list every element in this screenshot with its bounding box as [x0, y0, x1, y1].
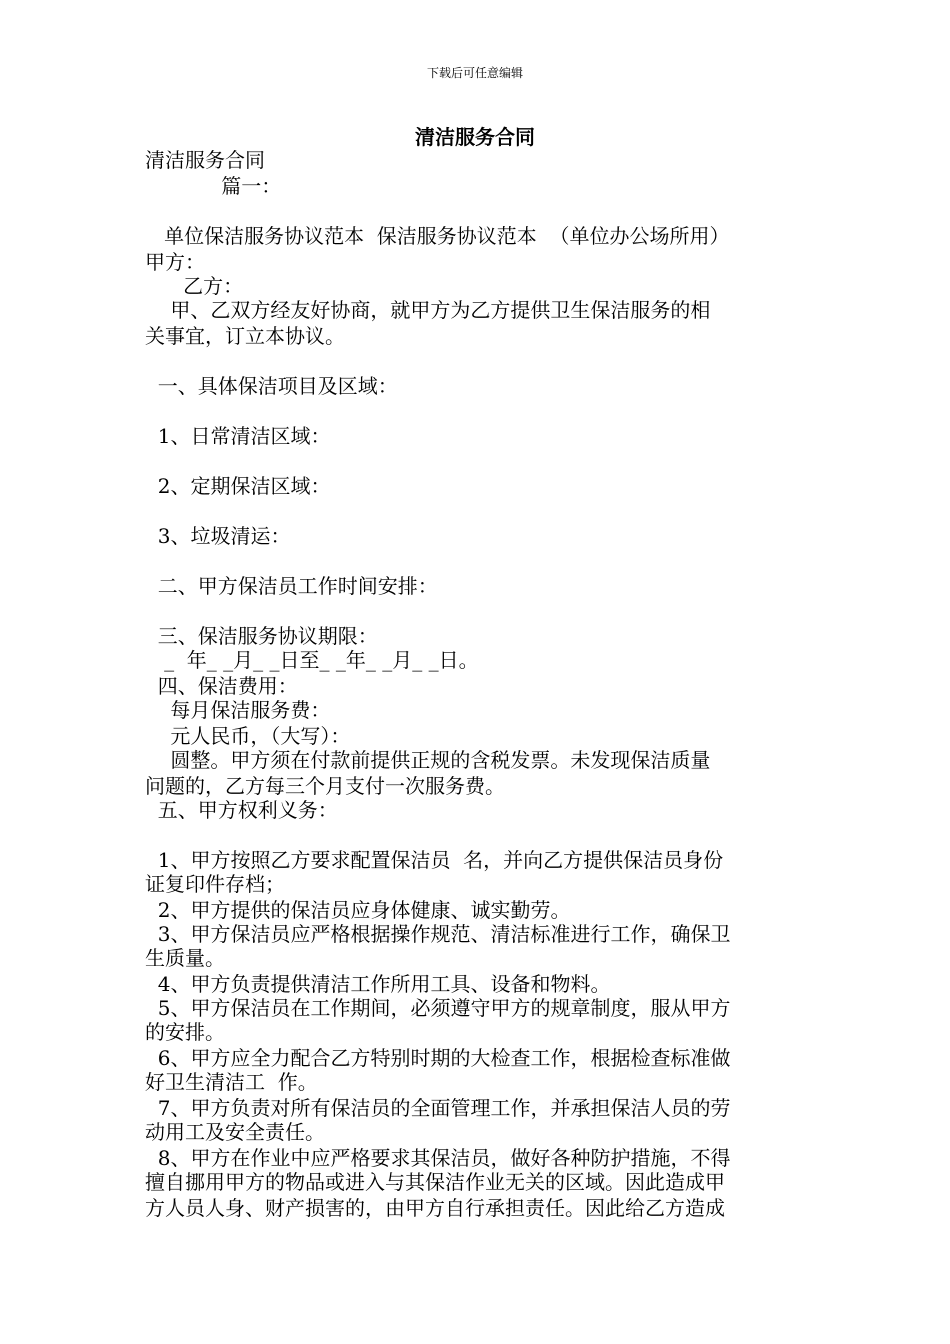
text-line: 7、甲方负责对所有保洁员的全面管理工作，并承担保洁人员的劳 — [145, 1096, 731, 1120]
text-line: 1、日常清洁区域： — [145, 424, 331, 448]
text-line: 乙方： — [145, 274, 244, 298]
text-line: 生质量。 — [145, 946, 225, 970]
text-line: 动用工及安全责任。 — [145, 1120, 325, 1144]
text-line: 单位保洁服务协议范本 保洁服务协议范本 （单位办公场所用） — [145, 224, 730, 248]
text-line: _ 年_ _月_ _日至_ _年_ _月_ _日。 — [145, 648, 479, 672]
document-title: 清洁服务合同 — [415, 125, 535, 149]
text-line: 问题的，乙方每三个月支付一次服务费。 — [145, 774, 505, 798]
text-line: 4、甲方负责提供清洁工作所用工具、设备和物料。 — [145, 972, 611, 996]
header-note: 下载后可任意编辑 — [426, 66, 523, 80]
text-line: 1、甲方按照乙方要求配置保洁员 名，并向乙方提供保洁员身份 — [145, 848, 724, 872]
text-line: 甲、乙双方经友好协商，就甲方为乙方提供卫生保洁服务的相 — [145, 298, 711, 322]
text-line: 擅自挪用甲方的物品或进入与其保洁作业无关的区域。因此造成甲 — [145, 1170, 725, 1194]
text-line: 2、定期保洁区域： — [145, 474, 331, 498]
text-line: 方人员人身、财产损害的，由甲方自行承担责任。因此给乙方造成 — [145, 1196, 725, 1220]
text-line: 2、甲方提供的保洁员应身体健康、诚实勤劳。 — [145, 898, 571, 922]
text-line: 一、具体保洁项目及区域： — [145, 374, 398, 398]
text-line: 三、保洁服务协议期限： — [145, 624, 378, 648]
text-line: 篇一： — [145, 174, 282, 198]
text-line: 清洁服务合同 — [145, 148, 265, 172]
text-line: 每月保洁服务费： — [145, 698, 331, 722]
text-line: 3、垃圾清运： — [145, 524, 291, 548]
text-line: 二、甲方保洁员工作时间安排： — [145, 574, 438, 598]
text-line: 圆整。甲方须在付款前提供正规的含税发票。未发现保洁质量 — [145, 748, 711, 772]
text-line: 6、甲方应全力配合乙方特别时期的大检查工作，根据检查标准做 — [145, 1046, 731, 1070]
text-line: 关事宜，订立本协议。 — [145, 324, 345, 348]
text-line: 四、保洁费用： — [145, 674, 298, 698]
text-line: 五、甲方权利义务： — [145, 798, 338, 822]
text-line: 8、甲方在作业中应严格要求其保洁员，做好各种防护措施，不得 — [145, 1146, 731, 1170]
text-line: 好卫生清洁工 作。 — [145, 1070, 318, 1094]
text-line: 3、甲方保洁员应严格根据操作规范、清洁标准进行工作，确保卫 — [145, 922, 731, 946]
text-line: 证复印件存档； — [145, 872, 285, 896]
text-line: 元人民币，（大写）： — [145, 724, 351, 748]
text-line: 甲方： — [145, 250, 205, 274]
text-line: 的安排。 — [145, 1020, 225, 1044]
text-line: 5、甲方保洁员在工作期间，必须遵守甲方的规章制度，服从甲方 — [145, 996, 731, 1020]
